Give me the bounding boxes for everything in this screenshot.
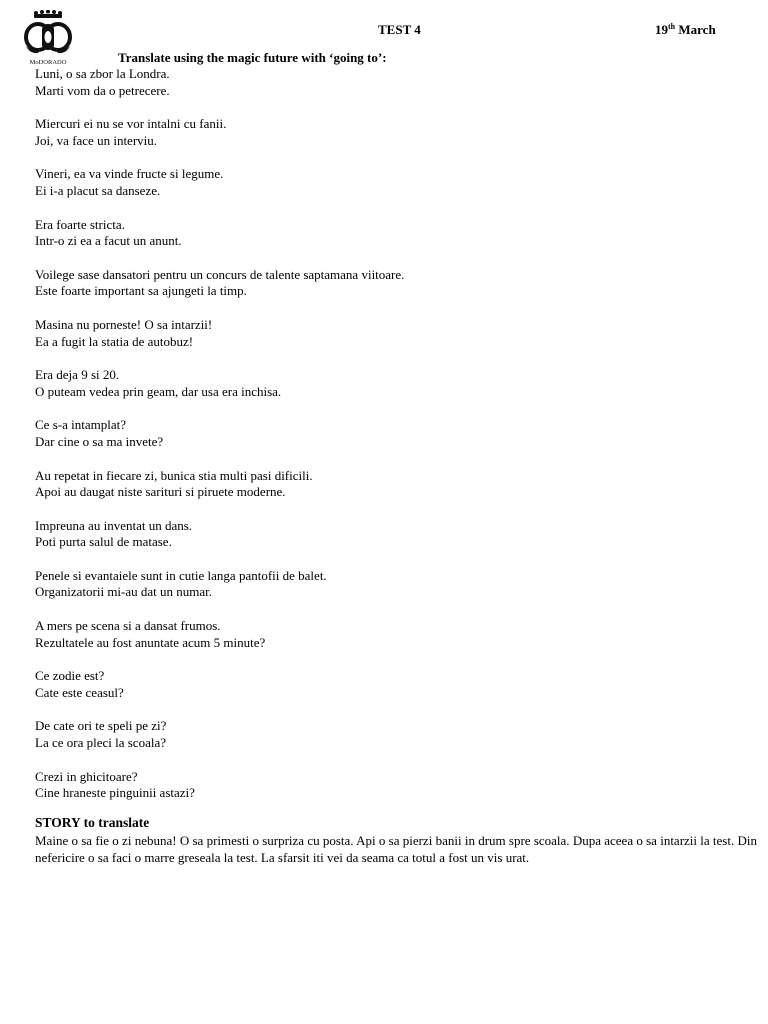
- story-heading: STORY to translate: [35, 815, 150, 830]
- sentence-pair: [35, 518, 735, 551]
- sentence-pair: [35, 568, 735, 601]
- sentence-line: Cate este ceasul?: [35, 684, 124, 700]
- sentence-line: Marti vom da o petrecere.: [35, 82, 170, 98]
- sentence-line: Impreuna au inventat un dans.: [35, 517, 193, 533]
- sentence-line: La ce ora pleci la scoala?: [35, 735, 166, 751]
- story-text: Maine o sa fie o zi nebuna! O sa primesti o surpriza cu posta. Api o sa pierzi banii in drum spre scoala. Dupa aceea o sa intarzii la test. Din nefericire o sa faci o marre greseala la test. La sfarsit iti vei da seama ca totul a fost un vis urat.: [35, 833, 757, 865]
- instruction-heading: Translate using the magic future with ‘going to’:: [118, 50, 387, 65]
- logo-text: MoDORADO: [29, 59, 67, 66]
- sentence-line: Rezultatele au fost anuntate acum 5 minute?: [35, 634, 266, 650]
- date-month: March: [678, 22, 716, 37]
- sentence-line: De cate ori te speli pe zi?: [35, 718, 167, 734]
- sentence-line: O puteam vedea prin geam, dar usa era inchisa.: [35, 383, 282, 399]
- school-logo: [20, 10, 76, 66]
- test-title: TEST 4: [378, 22, 421, 37]
- sentence-line: Crezi in ghicitoare?: [35, 768, 138, 784]
- sentence-line: Ce s-a intamplat?: [35, 417, 126, 433]
- sentence-pair: [35, 618, 735, 651]
- sentence-line: Vineri, ea va vinde fructe si legume.: [35, 166, 224, 182]
- sentence-line: Dar cine o sa ma invete?: [35, 433, 164, 449]
- sentence-line: Penele si evantaiele sunt in cutie langa pantofii de balet.: [35, 567, 327, 583]
- sentence-pair: [35, 367, 735, 400]
- sentence-pair: [35, 267, 735, 300]
- sentence-pair: [35, 718, 735, 751]
- sentence-line: Poti purta salul de matase.: [35, 534, 172, 550]
- sentence-pair: [35, 217, 735, 250]
- sentence-line: Miercuri ei nu se vor intalni cu fanii.: [35, 116, 227, 132]
- sentence-line: Luni, o sa zbor la Londra.: [35, 66, 170, 81]
- sentence-line: Joi, va face un interviu.: [35, 132, 158, 148]
- sentence-line: Ce zodie est?: [35, 668, 105, 684]
- sentence-line: Este foarte important sa ajungeti la timp.: [35, 283, 247, 299]
- sentence-line: Cine hraneste pinguinii astazi?: [35, 785, 195, 801]
- sentence-line: Voilege sase dansatori pentru un concurs de talente saptamana viitoare.: [35, 266, 405, 282]
- date-day: 19: [655, 22, 668, 37]
- sentence-line: Era foarte stricta.: [35, 216, 125, 232]
- sentence-pair: [35, 668, 735, 701]
- sentence-pair: [35, 317, 735, 350]
- sentence-line: Au repetat in fiecare zi, bunica stia multi pasi dificili.: [35, 467, 313, 483]
- test-date: [655, 22, 716, 38]
- sentence-pair: [35, 417, 735, 450]
- sentence-line: Ea a fugit la statia de autobuz!: [35, 333, 194, 349]
- sentence-line: Organizatorii mi-au dat un numar.: [35, 584, 213, 600]
- sentence-line: Era deja 9 si 20.: [35, 367, 120, 383]
- sentence-pair: [35, 166, 735, 199]
- sentence-pair: [35, 66, 735, 99]
- sentence-pair: [35, 116, 735, 149]
- sentence-line: A mers pe scena si a dansat frumos.: [35, 618, 221, 634]
- sentence-line: Masina nu porneste! O sa intarzii!: [35, 316, 213, 332]
- sentence-line: Ei i-a placut sa danseze.: [35, 182, 161, 198]
- sentence-line: Apoi au daugat niste sarituri si piruete moderne.: [35, 484, 286, 500]
- sentence-pair: [35, 468, 735, 501]
- sentence-list: [35, 66, 735, 819]
- date-suffix: th: [668, 22, 676, 31]
- sentence-line: Intr-o zi ea a facut un anunt.: [35, 233, 182, 249]
- sentence-pair: [35, 769, 735, 802]
- logo-emblem-icon: [20, 10, 76, 66]
